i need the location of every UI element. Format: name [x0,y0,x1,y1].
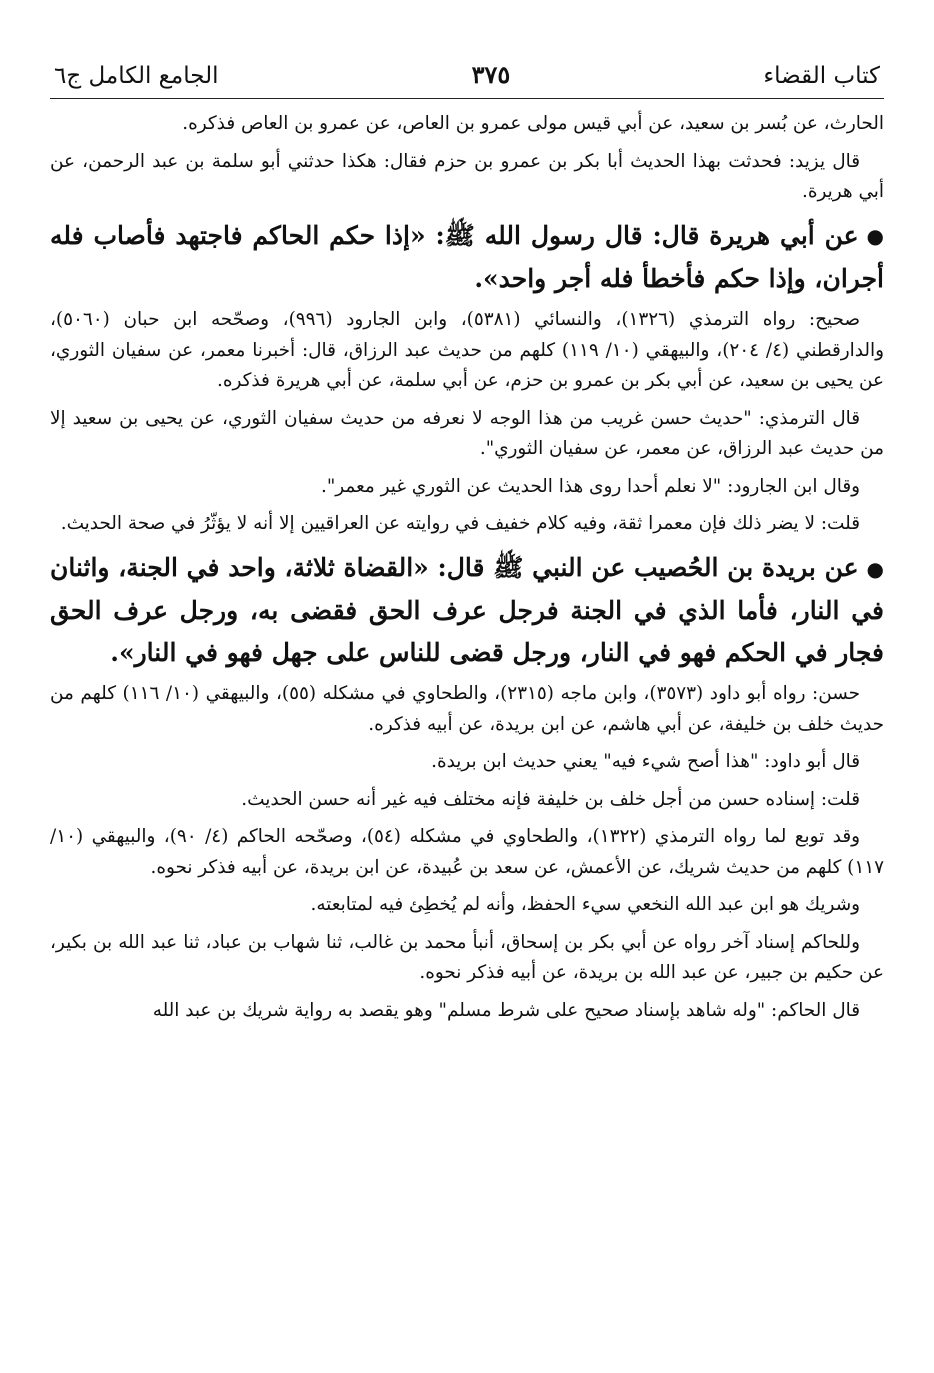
hadith-paragraph-1: ●عن أبي هريرة قال: قال رسول الله ﷺ: «إذا حكم الحاكم فاجتهد فأصاب فله أجران، وإذا حكم فأخطأ فله أجر واحد». [50,215,884,300]
page-number: ٣٧٥ [471,60,511,89]
paragraph-sharik: وشريك هو ابن عبد الله النخعي سيء الحفظ، وأنه لم يُخطِئ فيه لمتابعته. [310,894,860,915]
page-body [50,109,884,1026]
running-header [50,58,884,99]
paragraph-takhrij-2: حسن: رواه أبو داود (٣٥٧٣)، وابن ماجه (٢٣١٥)، والطحاوي في مشكله (٥٥)، والبيهقي (١٠/ ١١٦) كلهم من حديث خلف بن خليفة، عن أبي هاشم، عن ابن بريدة، عن أبيه فذكره. [50,683,884,735]
paragraph-note-1: قلت: لا يضر ذلك فإن معمرا ثقة، وفيه كلام خفيف في روايته عن العراقيين إلا أنه لا يؤثّرُ في صحة الحديث. [60,513,860,535]
paragraph-mutaba: وقد توبع لما رواه الترمذي (١٣٢٢)، والطحاوي في مشكله (٥٤)، وصحّحه الحاكم (٤/ ٩٠)، والبيهقي (١٠/ ١١٧) كلهم من حديث شريك، عن الأعمش، عن سعد بن عُبيدة، عن ابن بريدة، عن أبيه فذكر نحوه. [50,826,884,878]
hadith-paragraph-2: ●عن بريدة بن الحُصيب عن النبي ﷺ قال: «القضاة ثلاثة، واحد في الجنة، واثنان في النار، فأما الذي في الجنة فرجل عرف الحق فقضى به، ورجل عرف الحق فجار في الحكم فهو في النار، ورجل قضى للناس على جهل فهو في النار». [50,547,884,673]
paragraph-tirmidhi-quote: قال الترمذي: "حديث حسن غريب من هذا الوجه لا نعرفه من حديث سفيان الثوري، عن يحيى بن سعيد إلا من حديث عبد الرزاق، عن معمر، عن سفيان الثوري". [50,407,884,460]
paragraph-2: قال يزيد: فحدثت بهذا الحديث أبا بكر بن عمرو بن حزم فقال: هكذا حدثني أبو سلمة بن عبد الرحمن، عن أبي هريرة. [50,150,884,202]
bullet-icon: ● [866,224,884,249]
paragraph-1: الحارث، عن بُسر بن سعيد، عن أبي قيس مولى عمرو بن العاص، عن عمرو بن العاص فذكره. [182,113,884,134]
paragraph-hakim-quote: قال الحاكم: "وله شاهد بإسناد صحيح على شرط مسلم" وهو يقصد به رواية شريك بن عبد الله [152,999,860,1021]
paragraph-note-2: قلت: إسناده حسن من أجل خلف بن خليفة فإنه مختلف فيه غير أنه حسن الحديث. [241,788,860,810]
paragraph-ibn-jarud-quote: وقال ابن الجارود: "لا نعلم أحدا روى هذا الحديث عن الثوري غير معمر". [320,475,860,497]
paragraph-takhrij-1: صحيح: رواه الترمذي (١٣٢٦)، والنسائي (٥٣٨١)، وابن الجارود (٩٩٦)، وصحّحه ابن حبان (٥٠٦٠)، والدارقطني (٤/ ٢٠٤)، والبيهقي (١٠/ ١١٩) كلهم من حديث عبد الرزاق، قال: أخبرنا معمر، عن سفيان الثوري، عن يحيى بن سعيد، عن أبي بكر بن عمرو بن حزم، عن أبي سلمة، عن أبي هريرة فذكره. [50,309,884,392]
paragraph-abu-dawud-quote: قال أبو داود: "هذا أصح شيء فيه" يعني حديث ابن بريدة. [431,751,860,772]
paragraph-hakim-isnad: وللحاكم إسناد آخر رواه عن أبي بكر بن إسحاق، أنبأ محمد بن غالب، ثنا شهاب بن عباد، ثنا عبد الله بن بكير، عن حكيم بن جبير، عن عبد الله بن بريدة، عن أبيه فذكر نحوه. [50,931,884,983]
header-book-section: كتاب القضاء [763,63,880,89]
header-book-title: الجامع الكامل ج٦ [54,63,219,89]
bullet-icon: ● [866,556,884,581]
